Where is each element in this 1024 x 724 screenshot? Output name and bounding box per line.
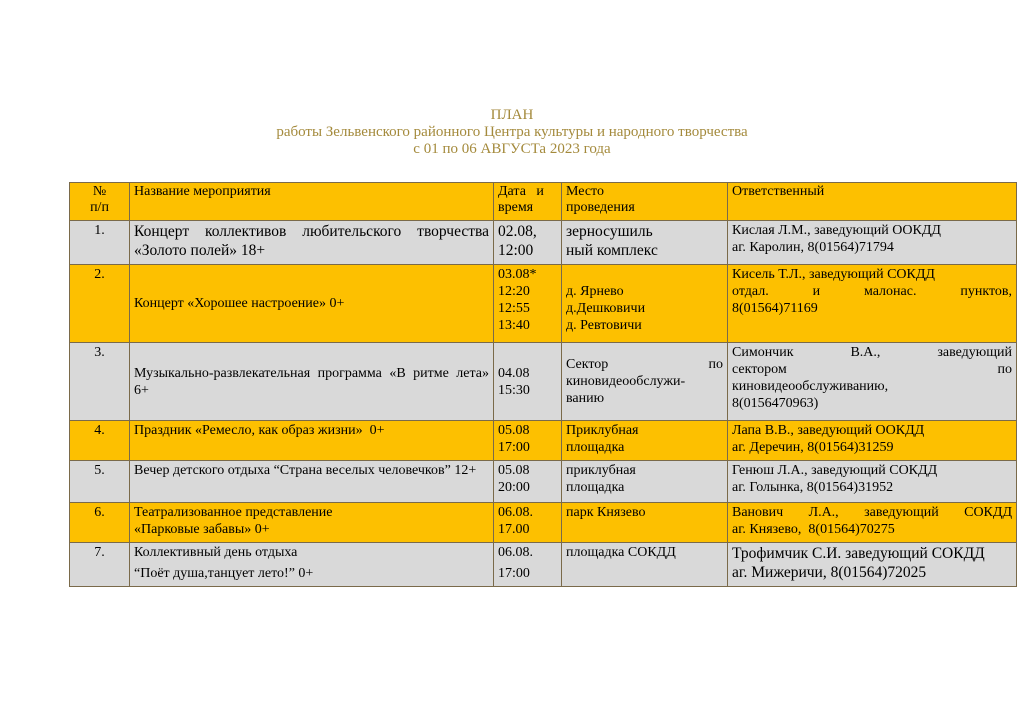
row-resp-line1: Кислая Л.М., заведующий ООКДД bbox=[732, 223, 941, 238]
row-time: 17.00 bbox=[498, 522, 530, 537]
row-time: 15:30 bbox=[498, 382, 530, 398]
row-responsible bbox=[728, 265, 1017, 343]
row-time-1: 12:20 bbox=[498, 284, 530, 299]
row-event bbox=[130, 503, 494, 543]
row-resp-line2: отдал. и малонас. пунктов, bbox=[732, 284, 1012, 299]
header-datetime bbox=[494, 183, 562, 221]
row-event: Вечер детского отдыха “Страна веселых человечков” 12+ bbox=[130, 461, 494, 503]
row-num: 3. bbox=[70, 343, 130, 421]
row-place-line1: Приклубная bbox=[566, 423, 639, 438]
row-event: Концерт «Хорошее настроение» 0+ bbox=[130, 265, 494, 343]
row-event-line2: “Поёт душа,танцует лето!” 0+ bbox=[134, 566, 314, 581]
table-row bbox=[70, 221, 1017, 265]
row-place-line1: зерносушиль bbox=[566, 223, 653, 240]
row-time: 12:00 bbox=[498, 242, 534, 259]
row-resp-line1: Генюш Л.А., заведующий СОКДД bbox=[732, 463, 938, 478]
row-place-2: д.Дешковичи bbox=[566, 301, 646, 316]
row-resp-line2: аг. Деречин, 8(01564)31259 bbox=[732, 440, 894, 455]
row-event-line1: Театрализованное представление bbox=[134, 505, 333, 520]
header-num-line2: п/п bbox=[90, 200, 109, 215]
row-date: 06.08. bbox=[498, 505, 533, 520]
row-datetime bbox=[494, 503, 562, 543]
row-place-1: д. Ярнево bbox=[566, 284, 624, 299]
row-place-line2: площадка bbox=[566, 480, 625, 495]
title-period: с 01 по 06 АВГУСТа 2023 года bbox=[413, 141, 611, 157]
row-resp-line3: 8(01564)71169 bbox=[732, 301, 818, 316]
row-place-line2: площадка bbox=[566, 440, 625, 455]
row-responsible bbox=[728, 221, 1017, 265]
row-datetime bbox=[494, 343, 562, 421]
title-plan: ПЛАН bbox=[490, 107, 534, 123]
row-num: 2. bbox=[70, 265, 130, 343]
row-responsible bbox=[728, 343, 1017, 421]
row-resp-line1: Кисель Т.Л., заведующий СОКДД bbox=[732, 267, 935, 282]
row-event: Праздник «Ремесло, как образ жизни» 0+ bbox=[130, 421, 494, 461]
row-datetime bbox=[494, 265, 562, 343]
header-num bbox=[70, 183, 130, 221]
row-place-line1: Сектор по bbox=[566, 357, 723, 372]
header-place-line1: Место bbox=[566, 184, 604, 199]
row-responsible bbox=[728, 543, 1017, 587]
row-datetime bbox=[494, 421, 562, 461]
row-resp-line1: Трофимчик С.И. заведующий СОКДД bbox=[732, 545, 985, 562]
row-place bbox=[562, 343, 728, 421]
row-place bbox=[562, 461, 728, 503]
title-organization: работы Зельвенского районного Центра культуры и народного творчества bbox=[276, 124, 748, 140]
header-datetime-line1: Дата и bbox=[498, 184, 544, 199]
row-place bbox=[562, 221, 728, 265]
row-event-line1: Коллективный день отдыха bbox=[134, 545, 298, 560]
row-event-line2: «Парковые забавы» 0+ bbox=[134, 522, 270, 537]
row-place bbox=[562, 421, 728, 461]
row-resp-line2: аг. Князево, 8(01564)70275 bbox=[732, 522, 895, 537]
row-num: 4. bbox=[70, 421, 130, 461]
row-date: 03.08* bbox=[498, 267, 537, 282]
row-resp-line4: 8(0156470963) bbox=[732, 396, 819, 411]
row-place: площадка СОКДД bbox=[562, 543, 728, 587]
row-place-line2: ный комплекс bbox=[566, 242, 658, 259]
row-date: 05.08 bbox=[498, 463, 530, 478]
row-time: 20:00 bbox=[498, 480, 530, 495]
row-responsible bbox=[728, 461, 1017, 503]
row-num: 5. bbox=[70, 461, 130, 503]
document-title bbox=[0, 107, 1024, 158]
row-datetime bbox=[494, 461, 562, 503]
table-row bbox=[70, 265, 1017, 343]
row-resp-line2: аг. Мижеричи, 8(01564)72025 bbox=[732, 564, 927, 581]
row-resp-line2: сектором по bbox=[732, 362, 1012, 377]
row-responsible bbox=[728, 503, 1017, 543]
header-event: Название мероприятия bbox=[130, 183, 494, 221]
row-date: 02.08, bbox=[498, 223, 537, 240]
row-place-line1: приклубная bbox=[566, 463, 636, 478]
header-num-line1: № bbox=[92, 184, 107, 199]
row-date: 04.08 bbox=[498, 365, 530, 381]
row-num: 1. bbox=[70, 221, 130, 265]
row-place: парк Князево bbox=[562, 503, 728, 543]
header-responsible: Ответственный bbox=[728, 183, 1017, 221]
header-place bbox=[562, 183, 728, 221]
row-date: 06.08. bbox=[498, 545, 533, 560]
row-datetime bbox=[494, 543, 562, 587]
row-date: 05.08 bbox=[498, 423, 530, 438]
row-resp-line1: Симончик В.А., заведующий bbox=[732, 345, 1012, 360]
table-row bbox=[70, 343, 1017, 421]
row-place bbox=[562, 265, 728, 343]
row-resp-line3: киновидеообслуживанию, bbox=[732, 379, 889, 394]
row-place-3: д. Ревтовичи bbox=[566, 318, 642, 333]
row-resp-line2: аг. Каролин, 8(01564)71794 bbox=[732, 240, 894, 255]
events-table bbox=[69, 182, 1017, 587]
header-place-line2: проведения bbox=[566, 200, 635, 215]
header-datetime-line2: время bbox=[498, 200, 534, 215]
row-time-3: 13:40 bbox=[498, 318, 530, 333]
row-place-line3: ванию bbox=[566, 391, 605, 406]
row-resp-line1: Лапа В.В., заведующий ООКДД bbox=[732, 423, 925, 438]
row-event bbox=[130, 543, 494, 587]
row-event: Музыкально-развлекательная программа «В ритме лета» 6+ bbox=[130, 343, 494, 421]
row-time-2: 12:55 bbox=[498, 301, 530, 316]
row-resp-line2: аг. Голынка, 8(01564)31952 bbox=[732, 480, 894, 495]
row-resp-line1: Ванович Л.А., заведующий СОКДД bbox=[732, 505, 1012, 520]
row-responsible bbox=[728, 421, 1017, 461]
row-place-line2: киновидеообслужи- bbox=[566, 374, 686, 389]
row-datetime bbox=[494, 221, 562, 265]
table-row bbox=[70, 543, 1017, 587]
row-num: 6. bbox=[70, 503, 130, 543]
row-time: 17:00 bbox=[498, 440, 530, 455]
table-row bbox=[70, 461, 1017, 503]
table-row bbox=[70, 503, 1017, 543]
row-time: 17:00 bbox=[498, 566, 530, 581]
row-event: Концерт коллективов любительского творчества «Золото полей» 18+ bbox=[130, 221, 494, 265]
row-num: 7. bbox=[70, 543, 130, 587]
table-row bbox=[70, 421, 1017, 461]
table-header-row bbox=[70, 183, 1017, 221]
